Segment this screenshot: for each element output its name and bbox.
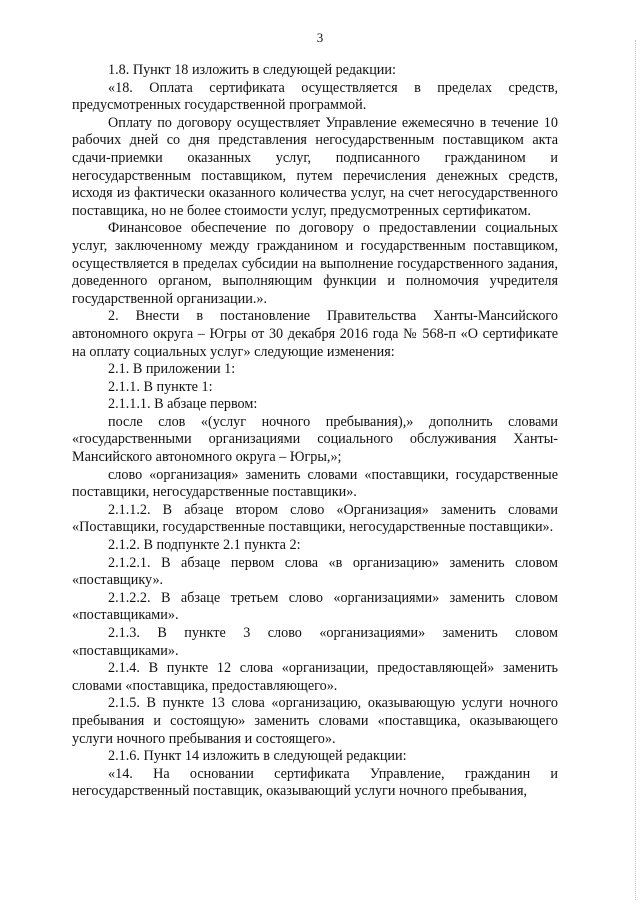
paragraph-2-1-1: 2.1.1. В пункте 1: <box>108 378 213 395</box>
paragraph-2-1-1-2: 2.1.1.2. В абзаце втором слово «Организация» заменить словами «Поставщики, государственные поставщики, негосударственные поставщики». <box>72 501 558 536</box>
paragraph-2-1-6: 2.1.6. Пункт 14 изложить в следующей редакции: <box>108 748 407 765</box>
paragraph-word-replace: слово «организация» заменить словами «поставщики, государственные поставщики, негосударственные поставщики». <box>72 466 558 501</box>
paragraph-14-certificate: «14. На основании сертификата Управление, гражданин и негосударственный поставщик, оказывающий услуги ночного пребывания, <box>72 765 558 800</box>
paragraph-payment-contract: Оплату по договору осуществляет Управление ежемесячно в течение 10 рабочих дней со дня представления негосударственным поставщиком акта сдачи-приемки оказанных услуг, подписанного гражданином и негосударственным поставщиком, путем перечисления денежных средств, исходя из фактически оказанного количества услуг, на счет негосударственного поставщика, но не более стоимости услуг, предусмотренных сертификатом. <box>72 114 558 219</box>
page-number: 3 <box>316 30 324 45</box>
paragraph-2-1-2-2: 2.1.2.2. В абзаце третьем слово «организациями» заменить словом «поставщиками». <box>72 589 558 624</box>
paragraph-2-1-5: 2.1.5. В пункте 13 слова «организацию, оказывающую услуги ночного пребывания и состоящую» заменить словами «поставщика, оказывающего услуги ночного пребывания и состоящего». <box>72 695 558 747</box>
paragraph-18-payment: «18. Оплата сертификата осуществляется в пределах средств, предусмотренных государственной программой. <box>72 79 558 114</box>
paragraph-2-amendments: 2. Внести в постановление Правительства Ханты-Мансийского автономного округа – Югры от 30 декабря 2016 года № 568-п «О сертификате на оплату социальных услуг» следующие изменения: <box>72 308 558 360</box>
paragraph-1-8: 1.8. Пункт 18 изложить в следующей редакции: <box>108 62 396 78</box>
paragraph-2-1: 2.1. В приложении 1: <box>108 361 236 378</box>
paragraph-2-1-3: 2.1.3. В пункте 3 слово «организациями» заменить словом «поставщиками». <box>72 625 558 659</box>
scan-edge-marks <box>629 40 636 900</box>
document-body <box>72 62 558 801</box>
paragraph-2-1-2: 2.1.2. В подпункте 2.1 пункта 2: <box>108 537 301 554</box>
paragraph-2-1-1-1: 2.1.1.1. В абзаце первом: <box>108 396 258 413</box>
paragraph-2-1-4: 2.1.4. В пункте 12 слова «организации, предоставляющей» заменить словами «поставщика, предоставляющего». <box>72 660 558 694</box>
paragraph-2-1-2-1: 2.1.2.1. В абзаце первом слова «в организацию» заменить словом «поставщику». <box>72 554 558 589</box>
paragraph-after-words: после слов «(услуг ночного пребывания),» дополнить словами «государственными организациями социального обслуживания Ханты-Мансийского автономного округа – Югры,»; <box>72 413 558 466</box>
paragraph-financing: Финансовое обеспечение по договору о предоставлении социальных услуг, заключенному между гражданином и государственным поставщиком, осуществляется в пределах субсидии на выполнение государственного задания, доведенного органом, выполняющим функции и полномочия учредителя государственной организации.». <box>72 220 558 307</box>
